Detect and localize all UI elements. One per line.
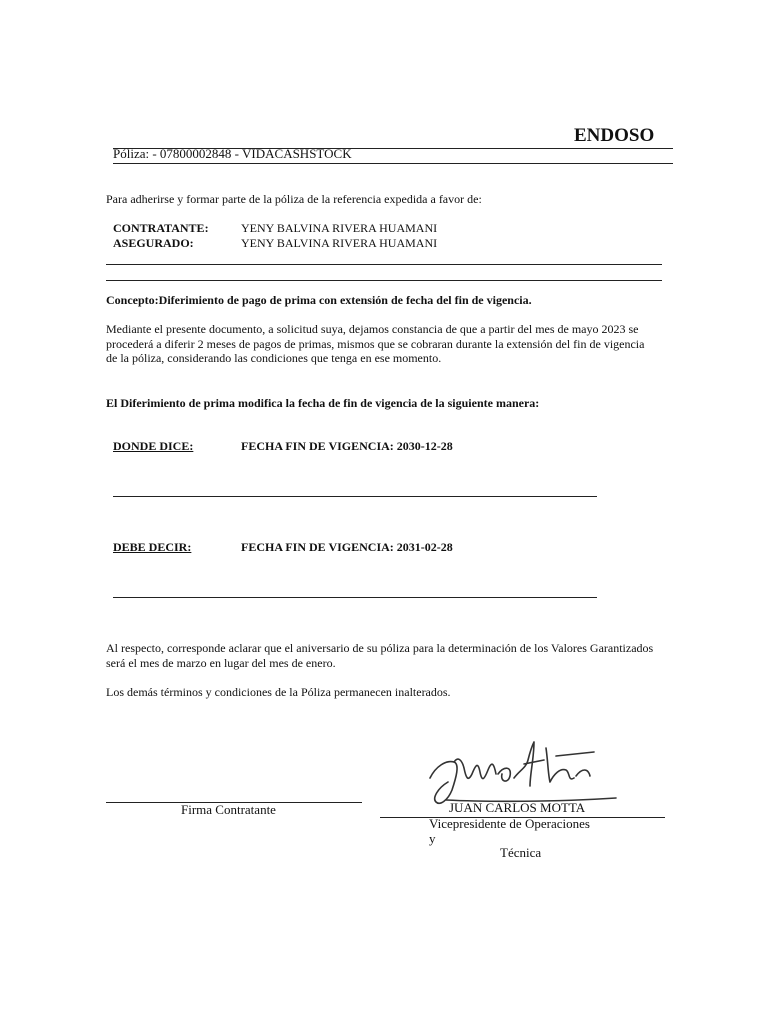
contratante-value: YENY BALVINA RIVERA HUAMANI [241, 221, 438, 235]
signer-name: JUAN CARLOS MOTTA [449, 800, 586, 815]
document-title: ENDOSO [574, 125, 655, 146]
firma-contratante-label: Firma Contratante [181, 802, 276, 817]
signer-role-line-3: Técnica [500, 845, 542, 860]
poliza-reference: Póliza: - 07800002848 - VIDACASHSTOCK [113, 146, 352, 161]
donde-dice-rule [113, 496, 597, 497]
body-paragraph: Mediante el presente documento, a solicitud suya, dejamos constancia de que a partir del mes de mayo 2023 se procederá a diferir 2 meses de pagos de primas, mismos que se cobraran durante la extensión del fin de vigencia de la póliza, considerando las condiciones que tenga en ese momento. [106, 322, 645, 365]
modifica-heading: El Diferimiento de prima modifica la fecha de fin de vigencia de la siguiente manera: [106, 396, 540, 410]
demas-paragraph: Los demás términos y condiciones de la Póliza permanecen inalterados. [106, 685, 451, 699]
debe-decir-rule [113, 597, 597, 598]
signer-role-line-1: Vicepresidente de Operaciones [429, 816, 590, 831]
concepto-heading: Concepto:Diferimiento de pago de prima con extensión de fecha del fin de vigencia. [106, 293, 532, 307]
parties-rule-1 [106, 264, 662, 265]
asegurado-value: YENY BALVINA RIVERA HUAMANI [241, 236, 438, 250]
header-rule-top [113, 148, 673, 149]
donde-dice-label: DONDE DICE: [113, 439, 194, 453]
debe-decir-value: FECHA FIN DE VIGENCIA: 2031-02-28 [241, 540, 453, 554]
intro-text: Para adherirse y formar parte de la póliza de la referencia expedida a favor de: [106, 192, 482, 206]
parties-rule-2 [106, 280, 662, 281]
donde-dice-value: FECHA FIN DE VIGENCIA: 2030-12-28 [241, 439, 453, 453]
aclaracion-paragraph: Al respecto, corresponde aclarar que el aniversario de su póliza para la determinación de los Valores Garantizados será el mes de marzo en lugar del mes de enero. [106, 641, 654, 670]
contratante-label: CONTRATANTE: [113, 221, 209, 235]
signer-role-line-2: y [429, 831, 436, 846]
header-rule-bottom [113, 163, 673, 164]
debe-decir-label: DEBE DECIR: [113, 540, 192, 554]
asegurado-label: ASEGURADO: [113, 236, 194, 250]
